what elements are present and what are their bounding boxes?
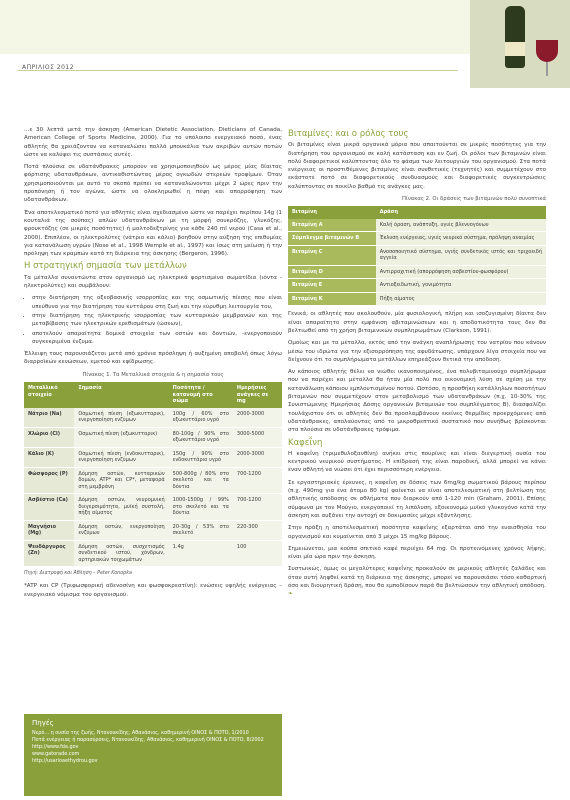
table1-caption: Πίνακας 1. Τα Μεταλλικά στοιχεία & η σημασία τους [82, 371, 224, 378]
table-cell: Χλώριο (Cl) [24, 427, 74, 447]
sources-title: Πηγές [32, 719, 54, 727]
paragraph: Σε εργαστηριακές έρευνες, η καφεΐνη σε δόσεις των 6mg/kg σωματικού βάρους περίπου (π.χ. 490mg για ένα άτομο 80 kg) φαίνεται να είναι αποτελεσματική στη βελτίωση της αθλητικής απόδοσης σε αθλήματα που διαρκούν από 1-120 min (Graham, 2001). Επίσης σύμφωνα με τον Μούγιο, ενεργοποιεί τη λιπόλυση, εξοικονομώ μυϊκό γλυκογόνο κατά την άσκηση και αυξάνει την αντοχή σε δοκιμασίες μέχρι εξάντλησης. [288, 479, 546, 519]
header-band [0, 0, 470, 54]
paragraph: Σημειώνεται, μια κούπα σπιτικό καφέ περιέχει 64 mg. Οι προτεινόμενες χρόνος λήψης, είναι μία ώρα πριν την άσκηση. [288, 545, 546, 561]
source-item: Ποτά ενέργειας ή παρασύρσεις, Ντανουκίδης, Αθανάσιος, καθημερινή ΟΙΝΟΣ & ΠΟΤΟ, 8/2002 [32, 737, 264, 743]
paragraph: ...ε 30 λεπτά μετά την άσκηση (American Dietetic Association, Dieticians of Canada, American College of Sports Medicine, 2000). Για το υπόλοιπο ενεργειακό ποσό, ένας αθλητής θα χρειάζονταν να καταναλώσει πολλά μπουκάλια των ακριβών αυτών ποτών ώστε να καλύψει τις συστάσεις αυτές. [24, 127, 282, 158]
page-header [0, 0, 570, 88]
table-cell: Μαγνήσιο (Mg) [24, 520, 74, 540]
table-cell: 2000-3000 [233, 447, 282, 467]
table-row [24, 427, 282, 447]
issue-date: ΑΠΡΙΛΙΟΣ 2012 [22, 64, 75, 71]
table-cell: Κάλιο (K) [24, 447, 74, 467]
table-cell: Αντιρραχιτική (απορρόφηση ασβεστίου-φωσφόρου) [376, 265, 546, 279]
column-header: Δράση [376, 206, 546, 219]
paragraph: Οι βιταμίνες είναι μικρά οργανικά μόρια που απαιτούνται σε μικρές ποσότητες για την διατήρηση του οργανισμού σε καλή κατάσταση και εν ζωή. Οι ρόλοι των βιταμινών είναι πολύ διαφορετικοί καλύπτοντας όλο το φάσμα των λειτουργιών του οργανισμού. Στα ποτά ενέργειας οι προστιθέμενες βιταμίνες είναι συνθετικές (τεχνητές) και συμμετέχουν στο εκάστοτε ποτό σε διαφορετικούς συνδυασμούς και διαφορετικές συγκεντρώσεις καλύπτοντας σε ποικίλο βαθμό τις ανάγκες μας. [288, 142, 546, 190]
table-cell: Οσμωτική πίεση (εξωκυτταρικ), ενεργοποίηση ενζύμων [74, 408, 168, 428]
table-row [24, 408, 282, 428]
table-row [288, 219, 546, 232]
right-column [288, 126, 546, 603]
table-cell: 150g / 90% στο ενδοκυττάριο υγρό [169, 447, 233, 467]
footnote: *ATP και CP (Τριφωσφορική αδενοσίνη και φωσφοκρεατίνη): ενώσεις υψηλής ενέργειας – ενεργειακό νόμισμα του οργανισμού. [24, 583, 282, 598]
bullet-list [24, 294, 282, 346]
table-row [288, 292, 546, 306]
source-item: Νερό... η ουσία της ζωής, Ντανουκίδης, Αθανάσιος, καθημερινή ΟΙΝΟΣ & ΠΟΤΟ, 1/2010 [32, 730, 249, 736]
table-cell: Οσμωτική πίεση (εξωκυτταρικ) [74, 427, 168, 447]
table-row [24, 467, 282, 494]
table-cell: 500-800g / 80% στο σκελετό και τα δόντια [169, 467, 233, 494]
column-header: Σημασία [74, 382, 168, 408]
table-row [288, 245, 546, 265]
table-cell: Πήξη αίματος [376, 292, 546, 306]
table-cell: Δόμηση οστών, συσχετισμός συνδετικού ιστού, χόνδρων, αρτηριακών τοιχωμάτων [74, 540, 168, 567]
paragraph: Αν κάποιος αθλητής θέλει να νιώθει ικανοποιημένος, ένα πολυβιταμινούχο συμπλήρωμα που να παρέχει και μέταλλα θα ήταν μία πολύ πιο οικονομική λύση σε σχέση με την κατανάλωση κάποιου εμπλουτισμένου ποτού. Ωστόσο, η προσθήκη κατάλληλων ποσοτήτων βιταμινών που συμμετέχουν στον μεταβολισμό των υδατανθράκων (π.χ. 10-30% της Συνιστώμενης Ημερήσιας Δόσης οργανικών βιταμινών του συμπλέγματος Β), διασφαλίζει τουλάχιστον ότι οι αθλητές δεν θα προσλαμβάνουν εκείνες θερμίδες προερχόμενες από υδατάνθρακες, απολαύοντας από το μικροθρεπτικό συστατικό που συνήθως βρίσκονται στα πλούσια σε υδατάνθρακες τρόφιμα. [288, 369, 546, 434]
table-cell: Έκλυση ενέργειας, υγιές νευρικό σύστημα, πρόληψη αναιμίας [376, 232, 546, 246]
table-cell: Δόμηση οστών, ενεργοποίηση ενζύμων [74, 520, 168, 540]
table-cell: 100 [233, 540, 282, 567]
table-cell: Σύμπλεγμα βιταμινών B [288, 232, 376, 246]
table-cell: 700-1200 [233, 494, 282, 521]
source-link[interactable]: www.gatorade.com [32, 751, 80, 757]
minerals-table [24, 382, 282, 567]
table-row [24, 447, 282, 467]
sources-box [24, 714, 282, 796]
source-link[interactable]: http://www.fda.gov [32, 744, 79, 750]
table-row [24, 540, 282, 567]
table-row [24, 520, 282, 540]
paragraph-text: Συστωικώς, όμως οι μεγαλύτερες καφεΐνης προκαλούν σε μερικούς αθλητές ζαλάδες και όταν αυτή ληφθεί κατά τη διάρκεια της άσκησης, μπορεί να παρουσιάσει τόσο καθαρτική όσο και διουρητική δράση, που θα εμποδίσουν παρά θα βελτιώσουν την αθλητική απόδοση. [288, 566, 546, 589]
section-heading-vitamins: Βιταμίνες: και ο ρόλος τους [288, 129, 409, 139]
table-cell: 1000-1500g / 99% στο σκελετό και τα δόντια [169, 494, 233, 521]
paragraph: Η καφεΐνη (τριμεθυλοξανθίνη) ανήκει στις πουρίνες και είναι διεγερτική ουσία του κεντρικού νευρικού συστήματος. Η επίδρασή της είναι παροδική, αλλά μπορεί να κάνει έναν αθλητή να νιώσει ότι έχει περισσότερη ενέργεια. [288, 450, 546, 474]
table-row [24, 494, 282, 521]
source-link[interactable]: http://usarioaethydrou.gov [32, 758, 98, 764]
list-item: • στην διατήρηση της ηλεκτρικής ισορροπίας των κυτταρικών μεμβρανών και της μεταβίβασης των ηλεκτρικών ερεθισμάτων (ώσεων), [32, 312, 282, 329]
table-cell: 100g / 60% στο εξωκυττάριο υγρό [169, 408, 233, 428]
table-cell: Ψευδάργυρος (Zn) [24, 540, 74, 567]
table-cell: Βιταμίνη C [288, 245, 376, 265]
wine-bottle-image [505, 6, 525, 68]
table-cell: Οσμωτική πίεση (ενδοκυτταρικ), ενεργοποίηση ενζύμων [74, 447, 168, 467]
table-cell: Ασβέστιο (Ca) [24, 494, 74, 521]
table-cell: Δόμηση οστών, κυτταρικών δομών, ATP* και CP*, μεταφορά στη μεμβράνη [74, 467, 168, 494]
vitamins-table [288, 206, 546, 306]
paragraph [288, 565, 546, 598]
table-cell: Βιταμίνη A [288, 219, 376, 232]
table-cell: Βιταμίνη K [288, 292, 376, 306]
table-cell: 1.4g [169, 540, 233, 567]
column-header: Μεταλλικό στοιχείο [24, 382, 74, 408]
wine-glass-stem-image [546, 62, 548, 76]
header-rule [18, 70, 458, 71]
table-cell: Αντιοξειδωτική, γονιμότητα [376, 279, 546, 293]
table-cell: Δόμηση οστών, νευρομυική διεγερσιμότητα, μυϊκή συστολή, πήξη αίματος [74, 494, 168, 521]
table-cell: 220-300 [233, 520, 282, 540]
table-cell: Νάτριο (Na) [24, 408, 74, 428]
paragraph: Γενικά, οι αθλητές που ακολουθούν, μία φυσιολογική, πλήρη και ισοζυγισμένη δίαιτα δεν είναι απαραίτητο στην εμφάνιση αβιταμινώσεων και η αποδοτικότητα τους δεν θα βελτιωθεί από τη χρήση βιταμινικών συμπληρωμάτων (Clarkson, 1991). [288, 311, 546, 334]
paragraph: Ποτά πλούσια σε υδατάνθρακες μπορούν να χρησιμοποιηθούν ως μέρος μίας δίαιτας φόρτισης υδατανθράκων, αντικαθιστώντας μέρος ογκωδών στερεών τροφίμων. Όταν χρησιμοποιούνται με αυτό το σκοπό πρέπει να καταναλώνονται μέχρι 2 ώρες πριν την προπόνηση ή τον αγώνα, ώστε να ολοκληρωθεί η πέψη και απορρόφηση των υδατανθράκων. [24, 164, 282, 204]
paragraph: Ομοίως και με τα μέταλλα, εκτός από την ανάγκη αναπλήρωσης του νατρίου που κάνουν μέσω του ιδρώτα για την εξισορρόπηση της αφυδάτωσης, υπάρχουν λίγα στοιχεία που να δείχνουν ότι το συμπλήρωματα μετάλλων επηρεάζουν θετικά την απόδοση. [288, 340, 546, 363]
column-header: Βιταμίνη [288, 206, 376, 219]
table-header-row [288, 206, 546, 219]
bottle-label-image [505, 42, 525, 56]
list-item: • στην διατήρηση της οξεοβασικής ισορροπίας και της οσμωτικής πίεσης που είναι υπεύθυνα για την διατήρηση του κυττάρου στη ζωή και την εύρυθμη λειτουργία του, [32, 294, 282, 311]
paragraph: Τα μέταλλα συναντώντα στον οργανισμό ως ηλεκτρικά φορτισμένα σωματίδια (ιόντα - ηλεκτρολύτες) και συμβάλουν: [24, 274, 282, 290]
wine-glass-image [536, 40, 558, 62]
paragraph: Ένα αποτελεσματικό ποτό για αθλητές είναι σχεδιασμένο ώστε να παρέχει περίπου 14g (1 κουταλιά της σούπας) απλών υδατανθράκων με τη μορφή σουκρόζης, γλυκόζης, φρουκτόζης (σε μικρές ποσότητες) ή μαλτοδεξτρίνης για κάθε 240 ml νερού (Casa et al., 2000). Επιπλέον, οι ηλεκτρολύτες (νάτριο και κάλιο) βοηθούν στην αύξηση της επιθυμίας για κατανάλωση υγρών (Nose et al., 1998 Wemple et al., 1997) και ίσως στη μείωση ή την πρόληψη των κραμπών κατά τη διάρκεια της άσκησης (Bergeron, 1996). [24, 209, 282, 258]
table-cell: Καλή όραση, ανάπτυξη, υγιές βλεννογόνων [376, 219, 546, 232]
table-cell: 2000-3000 [233, 408, 282, 428]
section-heading-electrolytes: Η στρατηγική σημασία των μετάλλων [24, 261, 187, 272]
table-cell: 700-1200 [233, 467, 282, 494]
end-mark-icon: ❧ [288, 591, 293, 598]
table-row [288, 232, 546, 246]
column-header: Ποσότητα / κατανομή στο σώμα [169, 382, 233, 408]
table-cell: 20-30g / 53% στο σκελετό [169, 520, 233, 540]
table-cell: 80-100g / 90% στο εξωκυττάριο υγρό [169, 427, 233, 447]
list-item: • αποτελούν απαραίτητα δομικά στοιχεία των οστών και δοντιών, -ενεργοποιούν συγκεκριμένα ένζυμα. [32, 330, 282, 347]
table-row [288, 265, 546, 279]
table-cell: Φώσφορος (P) [24, 467, 74, 494]
paragraph: Έλλειψη τους παρουσιάζεται μετά από χρόνια πρόσληψη ή αυξημένη αποβολή όπως λόγω διαρροϊκών κενώσεων, εμετού και εφίδρωσης. [24, 351, 282, 366]
table-cell: Βιταμίνη D [288, 265, 376, 279]
table-row [288, 279, 546, 293]
table1-source: Πηγή: Διατροφή και Άθληση – Peter Konopka [24, 571, 132, 577]
table-header-row [24, 382, 282, 408]
paragraph: Στην πράξη η αποτελεσματική ποσότητα καφεΐνης εξαρτάται από την ευαισθησία του οργανισμού και κυμαίνεται από 3 μέχρι 15 mg/kg βάρους. [288, 525, 546, 540]
table-cell: Ανοσοποιητικό σύστημα, υγιής συνδετικός ιστός και τριχοειδή αγγεία [376, 245, 546, 265]
column-header: Ημερήσιες ανάγκες σε mg [233, 382, 282, 408]
table-cell: Βιταμίνη E [288, 279, 376, 293]
section-heading-caffeine: Καφεΐνη [288, 437, 323, 448]
table2-caption: Πίνακας 2. Οι δράσεις των βιταμινών πολύ συνοπτικά [402, 196, 546, 203]
left-column [24, 126, 282, 603]
table-cell: 3000-5000 [233, 427, 282, 447]
